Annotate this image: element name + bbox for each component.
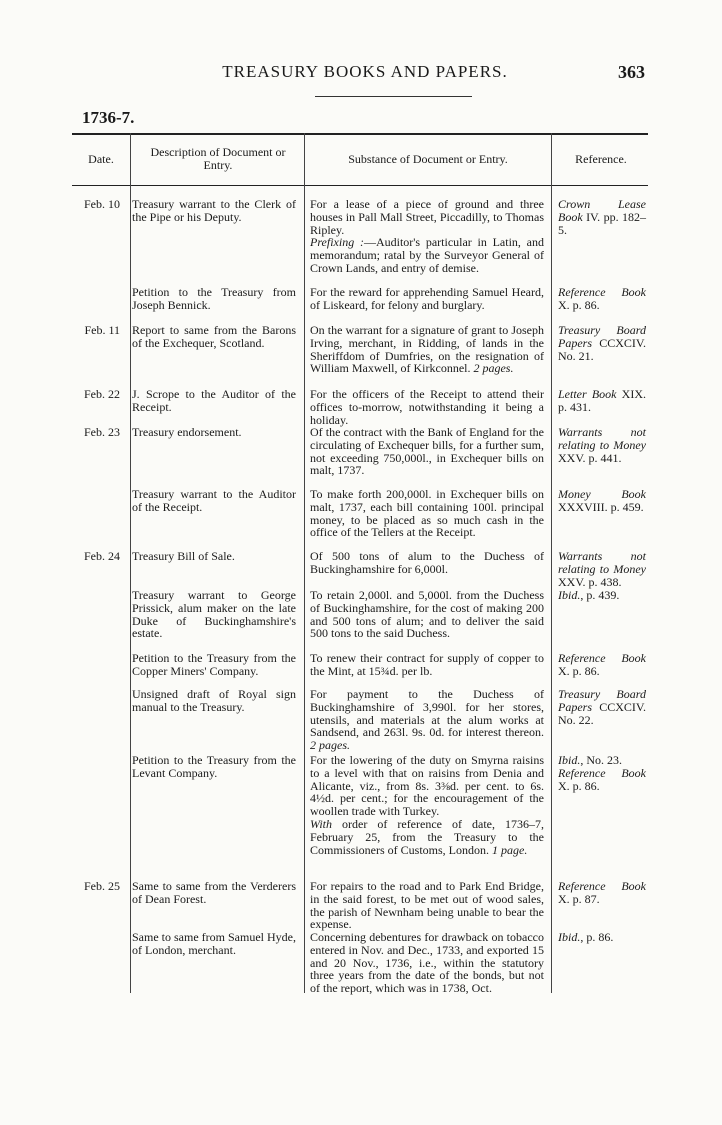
page-number: 363 <box>618 62 645 82</box>
column-rule <box>304 133 305 993</box>
entry-description: Treasury warrant to George Prissick, alum maker on the late Duke of Buckinghamshire's estate. <box>132 588 296 641</box>
substance-note-label: With <box>310 816 333 831</box>
entry-description: Treasury warrant to the Clerk of the Pipe or his Deputy. <box>132 197 296 224</box>
entry-substance <box>310 754 544 856</box>
entry-substance: To retain 2,000l. and 5,000l. from the Duchess of Buckinghamshire, for the cost of making 200 and 500 tons of alum; and to deliver the said 500 tons to the said Duchess. <box>310 588 544 641</box>
page-count: 2 pages. <box>473 361 514 376</box>
reference-book: Ibid. <box>558 930 581 944</box>
entry-description: Unsigned draft of Royal sign manual to the Treasury. <box>132 687 296 714</box>
column-rule <box>130 133 131 993</box>
entry-description: Report to same from the Barons of the Exchequer, Scotland. <box>132 323 296 350</box>
entry-substance: For the reward for apprehending Samuel Heard, of Liskeard, for felony and burglary. <box>310 285 544 312</box>
reference-book: Money Book <box>558 487 646 501</box>
reference-locator: IV. pp. 182–5. <box>558 209 646 237</box>
reference-locator: CCXCIV. No. 21. <box>558 335 646 363</box>
reference-book: Reference Book <box>558 765 646 780</box>
reference-book: Treasury Board Papers <box>558 687 646 714</box>
reference-locator: X. p. 86. <box>558 663 600 678</box>
reference-locator: CCXCIV. No. 22. <box>558 699 646 727</box>
running-title: TREASURY BOOKS AND PAPERS. <box>222 62 508 81</box>
substance-text: For payment to the Duchess of Buckinghamshire of 3,990l. for her stores, utensils, and materials at the alum works at Sandsend, and 263l. 9s. 0d. for interest thereon. <box>310 687 544 740</box>
reference-book: Ibid. <box>558 588 581 602</box>
reference-locator: , p. 86. <box>580 930 614 944</box>
reference-book: Treasury Board Papers <box>558 323 646 350</box>
entry-reference <box>558 426 646 464</box>
reference-book: Reference Book <box>558 879 646 893</box>
running-head <box>0 62 722 86</box>
reference-locator: XXV. p. 441. <box>558 450 622 465</box>
page-count: 2 pages. <box>310 738 350 753</box>
entry-description: Same to same from Samuel Hyde, of London, merchant. <box>132 930 296 957</box>
entry-substance <box>310 688 544 752</box>
reference-book: Reference Book <box>558 651 646 665</box>
entry-substance: Concerning debentures for drawback on tobacco entered in Nov. and Dec., 1733, and exported 15 and 20 Nov., 1736, i.e., within the statutory three years from the date of the bonds, but not of the report, which was in 1738, Oct. <box>310 930 544 996</box>
reference-locator: XXXVIII. p. 459. <box>558 499 644 514</box>
substance-text: On the warrant for a signature of grant to Joseph Irving, merchant, in Ridding, of lands in the Sheriffdom of Dumfries, on the resignation of William Maxwell, of Kirkconnel. <box>310 323 544 376</box>
reference-book: Reference Book <box>558 285 646 299</box>
entry-substance: To renew their contract for supply of copper to the Mint, at 15¾d. per lb. <box>310 651 544 678</box>
col-description-header: Description of Document or Entry. <box>150 145 286 172</box>
entry-reference <box>558 688 646 726</box>
entry-reference <box>558 652 646 678</box>
reference-locator: X. p. 87. <box>558 891 600 906</box>
entry-reference <box>558 754 646 792</box>
entry-date: Feb. 11 <box>84 323 120 337</box>
entry-reference <box>558 931 646 944</box>
col-reference-header: Reference. <box>575 152 627 166</box>
entry-date: Feb. 25 <box>84 879 120 893</box>
substance-text: For the lowering of the duty on Smyrna raisins to a level with that on raisins from Denia and Alicante, viz., from 8s. 3⅜d. per cent. to 6s. 4½d. per cent.; for the encouragement of the woollen trade with Turkey. <box>310 753 544 819</box>
entry-reference <box>558 589 646 602</box>
reference-book: Warrants not relating to Money <box>558 425 646 452</box>
entry-substance <box>310 198 544 275</box>
entry-date: Feb. 10 <box>84 197 120 211</box>
reference-locator: X. p. 86. <box>558 778 600 793</box>
entry-description: Petition to the Treasury from the Copper Miners' Company. <box>132 651 296 678</box>
reference-locator: XXV. p. 438. <box>558 574 622 589</box>
entry-reference <box>558 880 646 906</box>
page-count: 1 page. <box>492 842 528 857</box>
reference-book: Letter Book <box>558 387 617 401</box>
entry-description: Treasury Bill of Sale. <box>132 549 235 563</box>
reference-locator: , No. 23. <box>580 753 623 767</box>
entry-description: Treasury endorsement. <box>132 425 242 439</box>
entry-substance <box>310 324 544 375</box>
entry-substance: For repairs to the road and to Park End Bridge, in the said forest, to be met out of wood sales, the parish of Newnham being unable to bear the expense. <box>310 879 544 932</box>
reference-book: Warrants not relating to Money <box>558 549 646 576</box>
entry-reference <box>558 286 646 312</box>
substance-note: order of reference of date, 1736–7, February 25, from the Treasury to the Commissioners of Customs, London. <box>310 816 544 857</box>
entry-substance: Of the contract with the Bank of England for the circulating of Exchequer bills, for a further sum, not exceeding 750,000l., in Exchequer bills on malt, 1737. <box>310 425 544 478</box>
entry-description: Treasury warrant to the Auditor of the Receipt. <box>132 487 296 514</box>
substance-note: —Auditor's particular in Latin, and memorandum; ratal by the Surveyor General of Crown Lands, and entry of demise. <box>310 235 544 275</box>
column-rule <box>551 133 552 993</box>
substance-text: For a lease of a piece of ground and three houses in Pall Mall Street, Piccadilly, to Thomas Ripley. <box>310 197 544 237</box>
entry-description: Same to same from the Verderers of Dean Forest. <box>132 879 296 906</box>
entry-description: Petition to the Treasury from the Levant Company. <box>132 753 296 780</box>
entry-date: Feb. 23 <box>84 425 120 439</box>
col-substance-header: Substance of Document or Entry. <box>348 152 508 166</box>
col-date-header: Date. <box>88 152 114 166</box>
entry-date: Feb. 24 <box>84 549 120 563</box>
entry-description: J. Scrope to the Auditor of the Receipt. <box>132 387 296 414</box>
year-heading: 1736-7. <box>82 108 135 127</box>
head-rule <box>315 96 472 97</box>
reference-book: Crown Lease Book <box>558 197 646 224</box>
reference-locator: XIX. p. 431. <box>558 387 646 414</box>
entry-substance: For the officers of the Receipt to attend their offices to-morrow, notwithstanding it being a holiday. <box>310 387 544 427</box>
reference-book: Ibid. <box>558 753 581 767</box>
substance-note-label: Prefixing : <box>310 235 364 250</box>
reference-locator: X. p. 86. <box>558 297 600 312</box>
entry-reference <box>558 198 646 236</box>
entry-reference <box>558 488 646 514</box>
table-header <box>72 133 648 186</box>
entry-date: Feb. 22 <box>84 387 120 401</box>
entry-reference <box>558 324 646 362</box>
entry-substance: Of 500 tons of alum to the Duchess of Buckinghamshire for 6,000l. <box>310 549 544 576</box>
entry-substance: To make forth 200,000l. in Exchequer bills on malt, 1737, each bill containing 100l. principal money, to be placed as so much cash in the office of the Tellers at the Receipt. <box>310 487 544 540</box>
entry-reference <box>558 388 646 414</box>
reference-locator: , p. 439. <box>580 588 620 602</box>
entry-reference <box>558 550 646 588</box>
entry-description: Petition to the Treasury from Joseph Bennick. <box>132 285 296 312</box>
